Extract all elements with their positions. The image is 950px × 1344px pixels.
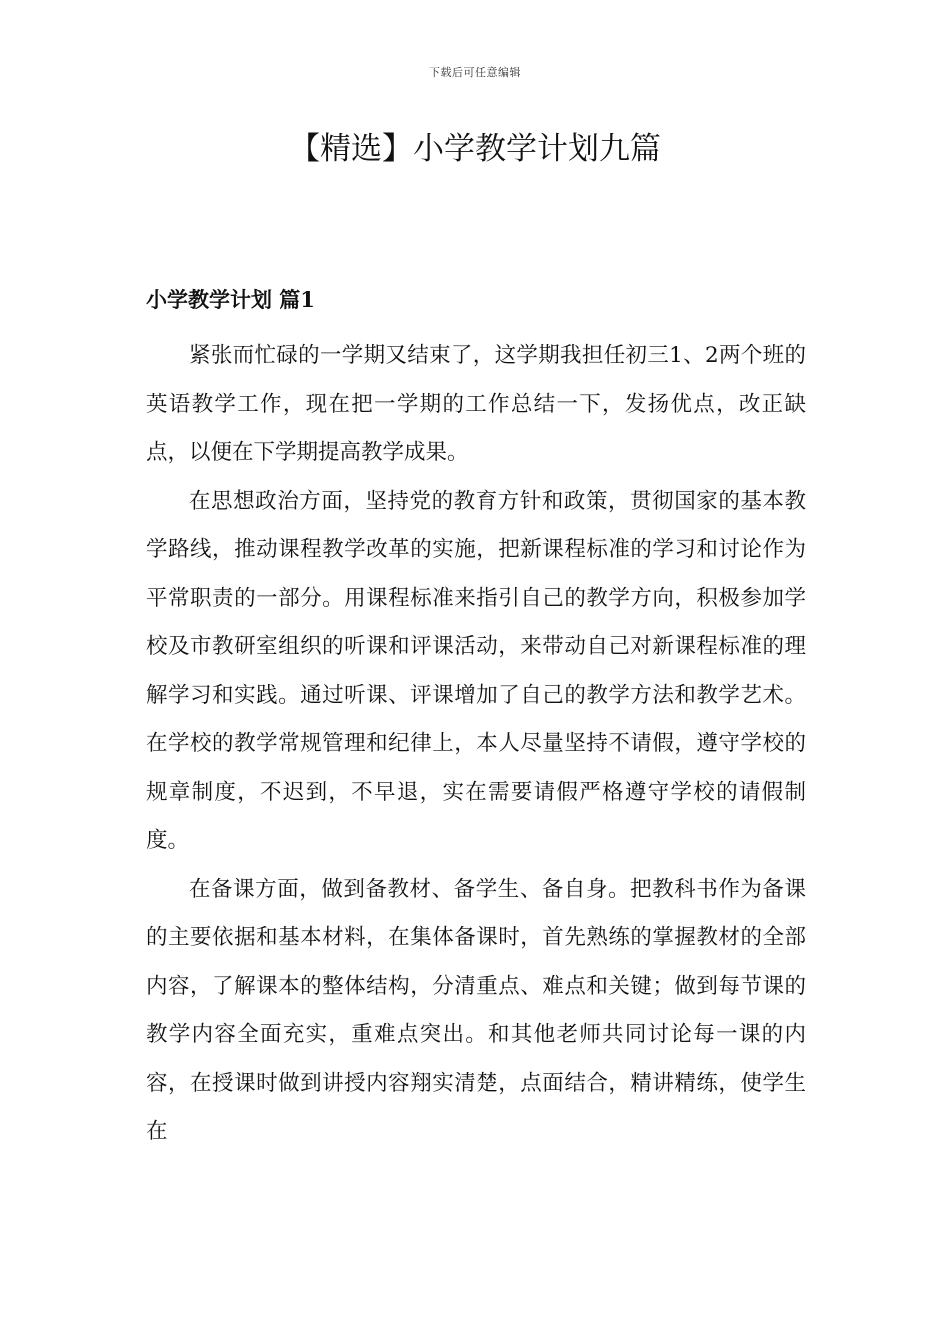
paragraph: 在思想政治方面，坚持党的教育方针和政策，贯彻国家的基本教学路线，推动课程教学改革的实施，把新课程标准的学习和讨论作为平常职责的一部分。用课程标准来指引自己的教学方向，积极参加学校及市教研室组织的听课和评课活动，来带动自己对新课程标准的理解学习和实践。通过听课、评课增加了自己的教学方法和教学艺术。在学校的教学常规管理和纪律上，本人尽量坚持不请假，遵守学校的规章制度，不迟到，不早退，实在需要请假严格遵守学校的请假制度。 — [146, 488, 806, 853]
paragraph: 在备课方面，做到备教材、备学生、备自身。把教科书作为备课的主要依据和基本材料，在集体备课时，首先熟练的掌握教材的全部内容，了解课本的整体结构，分清重点、难点和关键；做到每节课的教学内容全面充实，重难点突出。和其他老师共同讨论每一课的内容，在授课时做到讲授内容翔实清楚，点面结合，精讲精练，使学生在 — [146, 876, 806, 1144]
paragraph: 紧张而忙碌的一学期又结束了，这学期我担任初三1、2两个班的英语教学工作，现在把一学期的工作总结一下，发扬优点，改正缺点，以便在下学期提高教学成果。 — [146, 343, 806, 465]
section-heading: 小学教学计划 篇1 — [146, 287, 315, 312]
header-note: 下载后可任意编辑 — [429, 66, 521, 79]
document-title: 【精选】小学教学计划九篇 — [289, 131, 661, 167]
section-body — [146, 332, 806, 1157]
